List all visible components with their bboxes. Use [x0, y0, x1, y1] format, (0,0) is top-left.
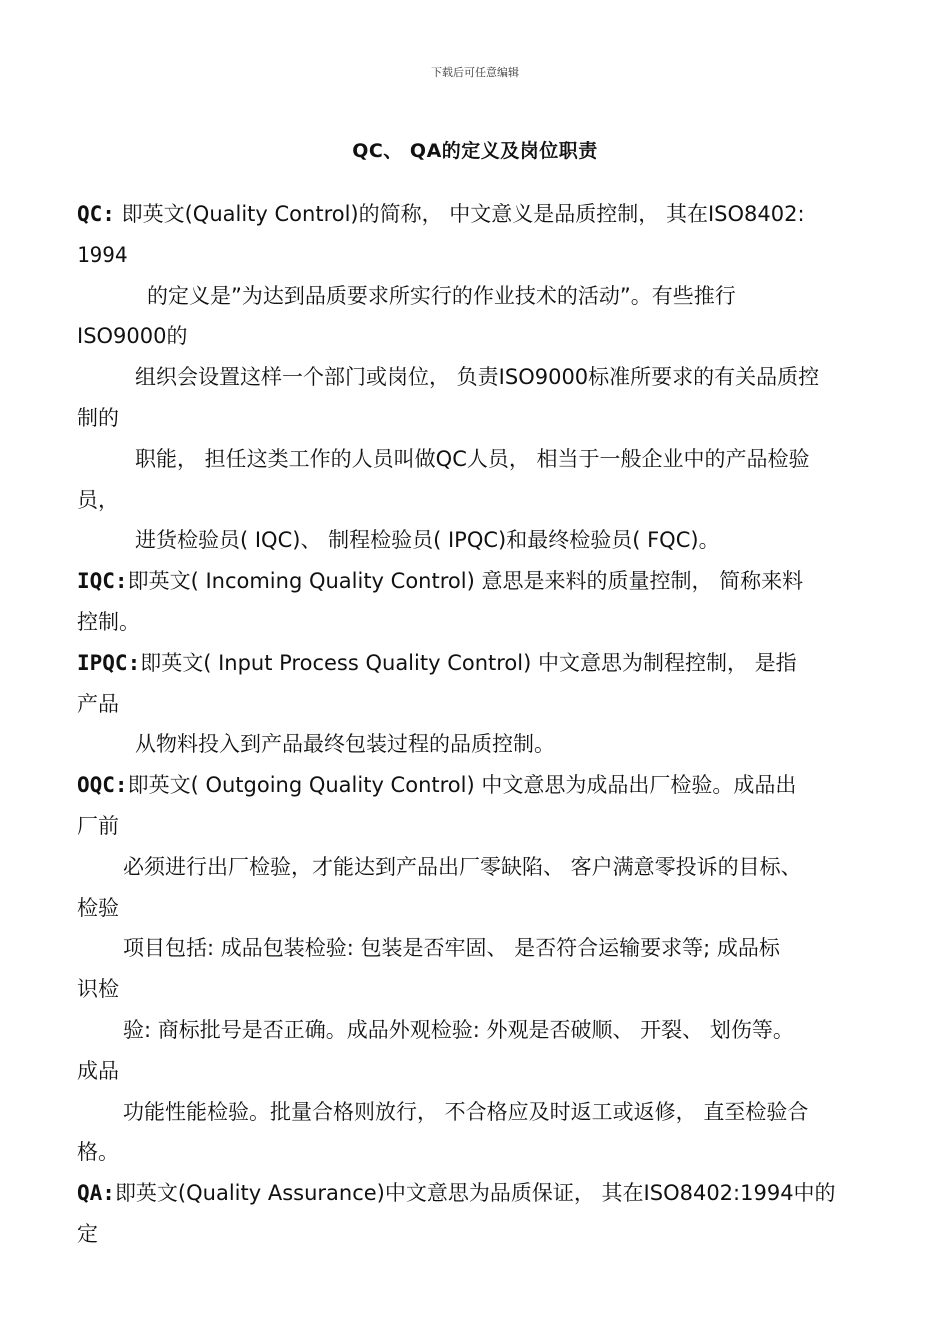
qc-line-1: [77, 194, 885, 235]
oqc-line-8: 成品: [77, 1058, 119, 1083]
ipqc-text-1: 即英文( Input Process Quality Control) 中文意思为制程控制， 是指: [140, 650, 797, 675]
qc-line-3: 的定义是”为达到品质要求所实行的作业技术的活动”。有些推行: [147, 283, 736, 308]
qc-term: QC:: [77, 202, 115, 226]
oqc-line-5: 项目包括: 成品包装检验: 包装是否牢固、 是否符合运输要求等; 成品标: [123, 936, 780, 961]
oqc-line-4: 检验: [77, 895, 119, 920]
qc-line-9: 进货检验员( IQC)、 制程检验员( IPQC)和最终检验员( FQC)。: [135, 528, 720, 553]
oqc-line-3: 必须进行出厂检验，才能达到产品出厂零缺陷、 客户满意零投诉的目标、: [123, 854, 802, 879]
ipqc-line-2: 产品: [77, 691, 119, 716]
oqc-line-2: 厂前: [77, 813, 119, 838]
iqc-term: IQC:: [77, 569, 128, 594]
document-title: QC、 QA的定义及岗位职责: [352, 140, 598, 162]
qc-line-7: 职能， 担任这类工作的人员叫做QC人员， 相当于一般企业中的产品检验: [135, 446, 810, 471]
qa-term: QA:: [77, 1181, 115, 1206]
oqc-term: OQC:: [77, 773, 128, 798]
document-body: [77, 194, 885, 1255]
oqc-line-6: 识检: [77, 977, 119, 1002]
iqc-line-1: [77, 561, 885, 602]
oqc-line-1: [77, 765, 885, 806]
ipqc-line-1: [77, 643, 885, 684]
qc-line-4: ISO9000的: [77, 324, 188, 349]
ipqc-line-3: 从物料投入到产品最终包装过程的品质控制。: [135, 732, 555, 757]
oqc-line-10: 格。: [77, 1140, 119, 1165]
qc-line-5: 组织会设置这样一个部门或岗位， 负责ISO9000标准所要求的有关品质控: [135, 365, 820, 390]
page-header-note: 下载后可任意编辑: [431, 66, 519, 79]
qc-line-8: 员，: [77, 487, 119, 512]
ipqc-term: IPQC:: [77, 650, 141, 675]
qc-line-2: 1994: [77, 242, 128, 267]
oqc-line-9: 功能性能检验。批量合格则放行， 不合格应及时返工或返修， 直至检验合: [123, 1099, 809, 1124]
oqc-text-1: 即英文( Outgoing Quality Control) 中文意思为成品出厂检验。成品出: [127, 773, 797, 798]
oqc-line-7: 验: 商标批号是否正确。成品外观检验: 外观是否破顺、 开裂、 划伤等。: [123, 1017, 794, 1042]
iqc-text-1: 即英文( Incoming Quality Control) 意思是来料的质量控制， 简称来料: [127, 569, 804, 594]
qa-line-2: 定: [77, 1221, 98, 1246]
qc-text-1: 即英文(Quality Control)的简称， 中文意义是品质控制， 其在ISO8402:: [114, 202, 805, 226]
qa-text-1: 即英文(Quality Assurance)中文意思为品质保证， 其在ISO8402:1994中的: [114, 1181, 836, 1206]
qa-line-1: [77, 1173, 885, 1214]
iqc-line-2: 控制。: [77, 609, 140, 634]
qc-line-6: 制的: [77, 405, 119, 430]
